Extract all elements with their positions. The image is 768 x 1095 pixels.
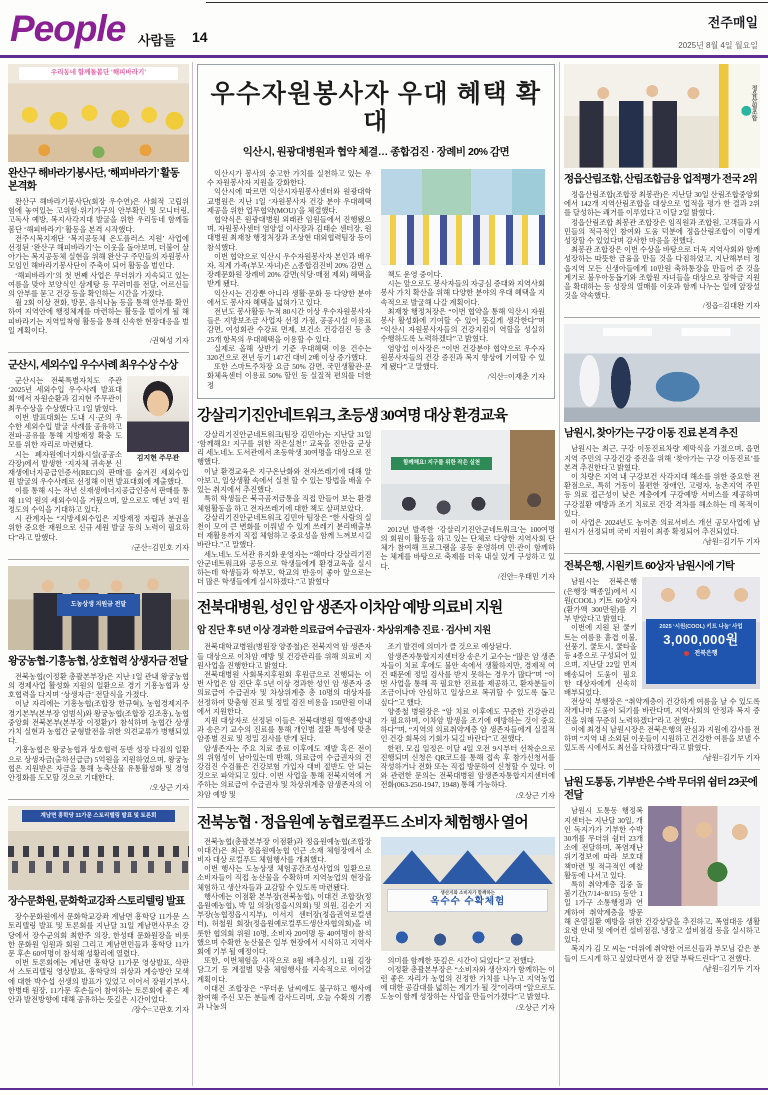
- column-divider: [192, 62, 193, 1086]
- article-byline: /오상근 기자: [149, 783, 189, 793]
- paragraph: 이번 토론회에는 계남면 흥학당 11가문 영상발표, 삭판서 스토리텔링 영상발표, 흥학당의 위상과 계승방안 모색에 대한 박수섭 선생의 발표가 있었고 이어서 장원기부사, 한병태 원장, 11가문 후손들이 참여하는 토론회에 좋은 제안과 발전방향에 대해 공유하는 뜻깊은 시간이었다.: [8, 958, 189, 1004]
- article-byline: /군산=김민호 기자: [131, 542, 189, 552]
- photo-banner-main: 옥수수 수확체험: [430, 896, 506, 908]
- portrait-photo: [127, 376, 189, 463]
- lead-subhead: 익산시, 원광대병원과 협약 체결… 종합검진 · 장례비 20% 감면: [242, 146, 510, 158]
- article-body-left: [197, 837, 372, 1013]
- article-divider: [197, 807, 555, 808]
- paragraph: 특히 취약계층 집중 돌봄기간(7/14~8/15) 동안 1일 1가구 소통행정과 연계하여 취약계층을 방문해 온열질환 예방을 위한 건강상담을 추진하고, 폭염대응 생활요령 안내 및 에어컨 설비점검, 냉장고 설비점검 등을 실시하고 있다.: [564, 879, 760, 945]
- article-photo: [381, 837, 556, 951]
- page-number: 14: [192, 29, 208, 45]
- paragraph: 의미를 함께한 뜻깊은 시간이 되었다”고 전했다.: [387, 955, 536, 965]
- top-rule: [206, 2, 768, 3]
- article-headline: 남원시, 찾아가는 구강 이동 진료 본격 추진: [564, 427, 738, 440]
- paragraph: 이에 최경식 남원시장은 전북은행의 관심과 지원에 감사를 전하며 “지역 내 소외된 이웃들이 시원하고 건강한 여름을 보낼 수 있도록 시에서도 최선을 다하겠다”라고 밝혔다.: [564, 724, 760, 753]
- lead-headline: 우수자원봉사자 우대 혜택 확대: [210, 81, 542, 136]
- article-headline: 전북농협 · 정읍원예 농협로컬푸드 소비자 체험행사 열어: [197, 814, 528, 831]
- page-header: [10, 6, 758, 52]
- article: [8, 806, 189, 1015]
- paragraph: 남원시 도통동 행정복지센터는 지난달 30일, 개인 독지가가 기부한 수박 30개를 무더위 쉼터 23개소에 전달하며, 폭염재난 위기경보에 따라 보호대책마련 및 적극적인 예찰활동에 나서고 있다.: [564, 806, 643, 880]
- paragraph: 장수문화원에서 문화학교강좌 계남면 흥학당 11가문 스토리텔링 발표 및 토론회를 지난달 31일 계남면사무소 강당에서 장수군의회 최한주 의장, 한성태 문화원장을 비롯한 문화원 임원과 회원 그리고 계남면민들과 흥학당 11가문 후손 60여명이 참석해 성황리에 열렸다.: [8, 912, 189, 958]
- fruit-of-love-icon: [684, 651, 689, 656]
- article-body: [564, 190, 760, 300]
- article-byline: /정읍=김대완 기자: [702, 301, 760, 311]
- donation-sign: [646, 619, 757, 684]
- article-body: [8, 197, 189, 335]
- paragraph: 군산시는 전북특별자치도 주관 ‘2025년 세외수입 우수사례 발표대회’에서 자원순환과 김지현 주무관이 최우수상을 수상했다고 1일 밝혔다.: [8, 376, 122, 413]
- section-korean: 사람들: [138, 33, 176, 48]
- article-photo: [648, 806, 760, 906]
- article-headline: 남원 도통동, 기부받은 수박 무더위 쉼터 23곳에 전달: [564, 776, 758, 802]
- article-divider: [564, 769, 760, 770]
- paragraph: 협약식은 원광대병원 외래관 임원들에서 진행됐으며, 자원봉사센터 염양섭 이사장과 김태순 센터장, 원대병원 최재창 행정처장과 조상현 대외협력팀장 등이 참석했다.: [207, 215, 372, 252]
- paragraph: 전주시복지재단 ‘복지공동체 온도플러스 지원’ 사업에 선정된 ‘완산구 해피바라기’는 이웃을 돌아보며, 더불어 살아가는 복지공동체 실현을 위해 완산구 주민들의 자원봉사 모임인 해바라기봉사단이 주축이 되어 활동을 벌인다.: [8, 233, 189, 271]
- article-photo: [8, 806, 189, 890]
- paragraph: 남원시는 최근, 구강 이동진료차량 제막식을 가졌으며, 읍면 지역 주민의 구강건강 증진을 위해 ‘찾아가는 구강 이동진료’를 본격 추진한다고 밝혔다.: [564, 444, 760, 472]
- paragraph: 익산시에 따르면 익산시자원봉사센터와 원광대학교병원은 지난 1일 ‘자원봉사자 건강 분야 우대혜택 제공을 위한 업무협약(MOU)’을 체결했다.: [207, 187, 372, 215]
- section-logo: People: [10, 8, 126, 49]
- article: [8, 566, 189, 793]
- article-body: [8, 912, 189, 1004]
- article-headline: 정읍산림조합, 산림조합금융 업적평가 전국 2위: [564, 173, 758, 185]
- sign-logos: [646, 648, 757, 660]
- paragraph: 염양섭 이사장은 “이번 건강분야 협약으로 우수자원봉사자들의 건강 증진과 복지 향상에 기여할 수 있게 됐다”고 말했다.: [380, 343, 545, 372]
- photo-banner: 함께해요! 지구를 위한 작은 실천: [391, 457, 492, 470]
- paragraph: 남원시는 전북은행(은행장 백종일)에서 시원(COOL) 키트 60상자(환가액 300만원)를 기부 받았다고 밝혔다.: [564, 577, 637, 624]
- paragraph: 전북대병원 사회복지후원회 후원금으로 진행되는 이번 사업은 암 진단 후 5년 이상 경과한 성인 암 생존자 중 의료급여 수급권자 및 차상위계층 총 10명의 대상자를 선정하여 맞춤형 진료 및 정밀 검진 비용을 150만원 이내에서 지원한다.: [197, 669, 372, 716]
- paragraph: 이번 발표대회는 도내 시·군의 우수한 세외수입 발굴 사례를 공유하고 전파·공유를 통해 지방재정 확충 도모를 위한 자리로 마련됐다.: [8, 412, 122, 450]
- paragraph: 정읍산림조합(조합장 최봉관)은 지난달 30일 산림조합중앙회에서 142개 지역산림조합을 대상으로 업적을 평가 한 결과 2위를 달성하는 쾌거를 이루었다고 이달 2일 밝혔다.: [564, 190, 760, 218]
- article-photo: [381, 169, 546, 265]
- article: [564, 560, 760, 763]
- article-headline: 전북대병원, 성인 암 생존자 이차암 예방 의료비 지원: [197, 600, 503, 617]
- photo-banner: 우리동네 함께돌봄단 ‘해피바라기’: [19, 67, 178, 80]
- article-body-right: [381, 525, 556, 571]
- paragraph: 강살리기진안군네트워크 김민아 팀장은 “한 사람의 실천이 모여 큰 변화를 이뤄낼 수 있게 쓰레기 분리배출부터 재활용까지 직접 체험하고 중요성을 함께 느껴보시길 바란다.”고 말했다.: [197, 512, 372, 550]
- paragraph: 익산시는 건강뿐 아니라 생활·문화 등 다양한 분야에서도 봉사자 혜택을 넓혀가고 있다.: [207, 288, 372, 307]
- masthead-title: 전주매일: [707, 15, 758, 30]
- paragraph: 전상익 부행장은 “취약계층이 건강하게 여름을 날 수 있도록 작게나마 도움이 되기를 바란다며, 지역사회의 안정과 복지 증진을 위해 꾸준히 노력하겠다”라고 전했다.: [564, 697, 760, 725]
- paragraph: 실제로 올해 상반기 기준 우대혜택 이용 건수는 320건으로 전년 동기 147건 대비 2배 이상 증가했다.: [207, 343, 372, 363]
- paragraph: 전북농협(이정환 총괄본부장)은 지난 1일 관내 왕궁농협의 경제사업 활성화 지원의 일환으로 경기 기흥농협과 상호협력을 다지며 ‘상생자금’ 전달식을 가졌다.: [8, 671, 189, 700]
- center-column: [197, 64, 555, 1085]
- paragraph: 강살리기진안군네트워크(팀장 김민아)는 지난달 31일 ‘함께해요! 지구를 위한 작은실천!’ 교육을 진안읍 군상리 세노네노 도서관에서 초등학생 30여명을 대상으로 진행했다.: [197, 429, 372, 467]
- sign-title: 2025 ‘시원(COOL) 키트 나눔’ 사업: [659, 623, 743, 630]
- bottom-accent-rule: [0, 1088, 768, 1090]
- tent-icon: [382, 850, 441, 884]
- article-body: [564, 806, 760, 962]
- paragraph: 기흥농협은 왕궁농협과 상호협력 동반 성장 다짐의 일환으로 상생자금(출하선급금) 5억원을 지원하였으며, 왕궁농협은 지원받은 자금을 통해 농축산물 유통활성화 및 경영 안정화를 도모할 것으로 기대한다.: [8, 745, 189, 782]
- article-divider: [564, 553, 760, 554]
- article-body-right: [381, 642, 556, 789]
- right-column: [564, 64, 760, 1085]
- paragraph: 전년도 봉사활동 누적 80시간 이상 우수자원봉사자들은 지방보조금 사업자 선정 가점, 공공시설 이용료 감면, 여성회관 수강료 면제, 보건소 건강검진 등 총 25개 항목의 우대혜택을 이용할 수 있다.: [207, 307, 372, 344]
- paragraph: 최봉관 조합장은 이번 수상을 바탕으로 더욱 지역사회와 함께 성장하는 따뜻한 금융을 만들 것을 다짐하였고, 지난해부터 정읍지역 모든 신생아들에게 10만원 축하통장을 만들어 준 것을 계기로 불우아동돕기와 조합원 자녀들을 대상으로 장학금 지원을 확대하는 등 성장의 열매를 이웃과 함께 나누는 일에 앞장설 것을 약속했다.: [564, 245, 760, 301]
- photo-banner-small: 생산지와 소비자가 함께하는: [440, 890, 496, 896]
- article-body: [564, 577, 760, 752]
- paragraph: 행사에는 이점환 본부장(전북농협), 이대건 조합장(정읍원예농협), 박 일 의장(정읍시의회) 및 의원, 김순기 지부장(농협정읍시지부), 이서지 센터장(정읍권역로컬센터), 허철원 회장(정읍원예로컬푸드생산자협의회)을 비롯한 협의회 위원 10명, 소비자 20여명 등 40여명이 참석했으며 수확한 농산물은 일부 현장에서 시식하고 지역사회에 기부 될 예정이다.: [197, 891, 372, 957]
- header-accent-rule: [0, 55, 768, 58]
- portrait-image: [127, 376, 189, 452]
- tent-icon: [438, 850, 497, 884]
- paragraph: 복지가 김 모 씨는 “더위에 취약한 어르신들과 부모님 같은 분들이 드시게 하고 싶었다면서 잘 전달 부탁드린다”고 전했다.: [564, 944, 760, 963]
- photo-sign: 도농상생 지원금 전달: [57, 594, 140, 616]
- paragraph: 완산구 해바라기봉사단(회장 우수연)은 사회적 고립위험에 놓여있는 고위험·위기가구의 안부확인 및 모니터링, 고독사 예방, 복지사각지대 발굴을 위한 우리동네 함께돌봄단 ‘해피바라기’ 활동을 본격 시작했다.: [8, 197, 189, 234]
- article-byline: /권혁성 기자: [149, 336, 189, 346]
- lead-article: [197, 64, 555, 399]
- paragraph: 조기 발견에 의미가 클 것으로 예상된다.: [387, 642, 512, 652]
- article-divider: [197, 592, 555, 593]
- article-divider: [8, 559, 189, 560]
- paragraph: 양종철 병원장은 “암 치료 이후에도 꾸준한 건강관리가 필요하며, 이차암 발생을 조기에 예방하는 것이 중요하다”며, “지역의 의료취약계층 암 생존자들에게 실질적인 건강 회복의 기회가 되길 바란다”고 전했다.: [380, 706, 555, 744]
- column-divider: [559, 62, 560, 1086]
- masthead-date: 2025년 8월 4일 월요일: [678, 41, 758, 50]
- article-body: [564, 444, 760, 536]
- paragraph: 세노네노 도서관 유지화 운영자는 “해마다 강살리기진안군네트워크와 공동으로 학생들에게 환경교육을 실시하는데 학생들과 학부모, 학교의 반응이 좋아 앞으로는 더 많은 학생들에게 실시하겠다.”고 밝혔다: [197, 549, 372, 587]
- article-body: [8, 376, 189, 542]
- article-headline: 왕궁농협-기흥농협, 상호협력 상생자금 전달: [8, 654, 188, 667]
- photo-banner: 계남면 흥학당 11가문 스토리텔링 발표 및 토론회: [22, 810, 174, 822]
- paragraph: 전북대학교병원(병원장 양종철)은 전북지역 암 생존자들 대상으로 이차암 예방 및 건강관리를 위해 의료비 지원사업을 진행한다고 밝혔다.: [197, 642, 372, 670]
- article-divider: [8, 799, 189, 800]
- article-photo: [564, 64, 760, 168]
- article-byline: /남원=김기두 기자: [702, 753, 760, 763]
- article: [564, 64, 760, 311]
- flag-text: 정읍산림조합: [750, 84, 756, 121]
- paragraph: 특히 학생들은 북극곰저금통을 직접 만들어 보는 환경체험활동을 하고 전자쓰레기에 대한 책도 살펴보았다.: [197, 494, 372, 513]
- paragraph: 이 차량은 지역 내 구강보건 사각지대 해소를 위한 중요한 전환점으로, 특히 거동이 불편한 장애인, 고령자, 농촌지역 주민 등 의료 접근성이 낮은 계층에게 구강예방 서비스를 제공하며 구강질환 예방과 조기 치료로 건강 격차를 해소하는 데 목적이 있다.: [564, 472, 760, 518]
- tent-icon: [494, 850, 553, 884]
- masthead: [678, 12, 758, 51]
- article: [197, 599, 555, 800]
- article-photo: [8, 566, 189, 650]
- article-body-left: [207, 169, 372, 390]
- paragraph: 지원 대상자로 선정된 이들은 전북대병원 혈액종양내과 송은기 교수의 진료를 통해 개인별 질환 특성에 맞춘 암종별 진료 및 정밀 검사를 받게 된다.: [197, 715, 372, 744]
- paragraph: 이날 자리에는 기흥농협(조합장 한규혁), 농협경제지주 경기본부(본부장 엄범식)와 왕궁농협(조합장 김조흥), 농협중앙회 전북본부(본부장 이정환)가 참석하며 농협간 상생가치 실현과 농협간 균형발전을 위한 의견교류가 병행되었다.: [8, 699, 189, 746]
- left-column: [8, 64, 189, 1085]
- paragraph: 이번 행사는 도농상생 체험공간조성사업의 일환으로 소비자들이 직접 농산물을 수확하며 지역농업의 현장을 체험하고 생산자들과 교감할 수 있도록 마련됐다.: [197, 864, 372, 892]
- paragraph: 이번 협약으로 익산시 우수자원봉사자 본인과 배우자, 직계 가족(부모·자녀)은 △종합검진비 20% 감면 △장례문화원 장례비 20% 감면(식당·매점 제외) 혜택을 받게 됐다.: [207, 251, 372, 289]
- article-body: [8, 672, 189, 782]
- photo-banner: [387, 889, 548, 912]
- paragraph: 이를 통해 시는 작년 신재생에너지공급인증서 판매를 통해 11억 원의 세외수익을 거뒀으며, 앞으로도 매년 3억 원 정도의 수익을 기대하고 있다.: [8, 486, 189, 514]
- article-photo: [642, 577, 760, 689]
- article-body-right: [381, 270, 546, 371]
- paragraph: 이정환 총괄본부장은 “소비자와 생산자가 함께하는 이런 좋은 자리가 농업의 진정한 가치를 나누고 지역농업에 대한 공감대를 넓히는 계기가 될 것”이라며 “앞으로도 도농이 함께 성장하는 사업을 만들어가겠다”고 밝혔다.: [380, 964, 555, 1002]
- paragraph: 한편, 모집 일정은 이달 4일 오전 9시부터 선착순으로 진행되며 신청은 QR코드를 통해 접속 후 참가신청서를 작성하거나 전화 또는 직접 방문하여 신청할 수 있다. 이와 관련한 문의는 전북대병원 암생존자통합지지센터에 전화(063-250-1947, 1948) 통해 가능하다.: [380, 743, 555, 790]
- article-subhead: 암 진단 후 5년 이상 경과한 의료급여 수급권자 · 차상위계층 진료 · 검사비 지원: [197, 625, 491, 637]
- article: [8, 359, 189, 553]
- sign-amount: 3,000,000원: [663, 631, 739, 647]
- article-headline: 강살리기진안네트워크, 초등생 30여명 대상 환경교육: [197, 407, 508, 424]
- article-byline: /남원=김기두 기자: [702, 537, 760, 547]
- article: [197, 407, 555, 586]
- paragraph: 익산시가 봉사의 숭고한 가치를 실천하고 있는 우수 자원봉사자 지원을 강화한다.: [207, 169, 372, 188]
- article: [564, 324, 760, 547]
- article-body-left: [197, 430, 372, 586]
- paragraph: 이대건 조합장은 “무더운 날씨에도 불구하고 행사에 참여해 주신 모든 분들께 감사드리며, 오늘 수확의 기쁨과 나눔의: [197, 983, 372, 1012]
- article-photo: [381, 430, 556, 520]
- paragraph: 최재창 행정처장은 “이번 협약을 통해 익산시 자원봉사 활성화에 기여할 수 있어 뜻깊게 생각한다”며 “익산시 자원봉사자들의 건강지킴이 역할을 성실히 수행하도록 노력하겠다”고 밝혔다.: [380, 306, 545, 344]
- article-byline: /익산=이재춘 기자: [487, 372, 545, 382]
- paragraph: 또한, 이번체험을 시작으로 8월 배추심기, 11월 김장 담그기 등 계절별 맞춤 체험행사를 지속적으로 이어갈 계획이다.: [197, 956, 372, 984]
- article: [8, 64, 189, 346]
- paragraph: 암생존자는 주요 치료 종료 이후에도 재발 혹은 전이의 위험성이 남아있는데 반해, 의료급여 수급권자의 건강검진 수검률은 건강보험 가입자 대비 절반도 안 되는 것으로 파악되고 있다. 이번 사업을 통해 전북지역에 거주하는 의료급여 수급권자 및 차상위계층 암생존자의 이차암 예방 및: [197, 743, 372, 799]
- paragraph: 시 관계자는 “지방세외수입은 지방재정 자립과 분권을 위한 중요한 재원으로 신규 세원 발굴 등의 노력이 필요하다”라고 말했다.: [8, 514, 189, 542]
- paragraph: 이번에 지원 된 쿨키트는 여름용 홑겹 이불, 선풍기, 쿨토시, 쿨타올 등 4종으로 구성되어 있으며, 지난달 22일 먼저 배송되어 도움이 필요한 대상자에게 신속히 배부되었다.: [564, 623, 637, 697]
- article-photo: [564, 324, 760, 422]
- paragraph: 또한 스마트주차장 요금 50% 감면, 국민생활관·문화체육센터 이용료 50% 할인 등 실질적 편의를 더한 정: [207, 362, 372, 390]
- paragraph: 월 2회 이상 전화, 방문, 음식나눔 등을 통해 안부를 확인하여 지역안에 행정체계를 마련하는 활동을 벌이게 될 해피바라기는 지역밀착형 활동을 통해 신속한 현장대응을 벌일 계획이다.: [8, 298, 189, 335]
- paragraph: 2012년 발족한 ‘강살리기진안군네트워크’는 100여명의 회원이 활동을 하고 있는 단체로 다양한 지역사회 단체가 참여해 프로그램을 공동 운영하며 민·관이 함께하는 체계를 바탕으로 축제를 더욱 내실 있게 구성하고 있다.: [380, 524, 555, 571]
- article-byline: /오상근 기자: [515, 790, 555, 800]
- article-byline: /장수=고판호 기자: [131, 1005, 189, 1015]
- article-headline: 장수문화원, 문화학교강좌 스토리텔링 발표: [8, 895, 185, 908]
- paragraph: 정읍산림조합 최봉관 조합장은 임직원과 조합원, 고객들과 시민들의 적극적인 참여와 도움 덕분에 정읍산림조합이 이렇게 성장할 수 있었다며 감사한 마음을 전했다.: [564, 217, 760, 246]
- paragraph: 시는 폐자원에너지화시설(공공소각장)에서 발생한 ‘지자체 귀속분 신재생에너지공급인증서(REC)의 판매’를 숨겨진 세외수입원 발굴의 우수사례로 선정해 이번 발표대회에 제출했다.: [8, 449, 189, 487]
- article-body-left: [197, 642, 372, 800]
- paragraph: 전북농협(총괄본부장 이점환)과 정읍원예농협(조합장 이대건)은 최근 정읍원예농협 인근 소재 체험장에서 소비자 대상 로컬푸드 체험행사를 개최했다.: [197, 836, 372, 864]
- article-divider: [8, 352, 189, 353]
- photo-caption: 김지현 주무관: [136, 455, 180, 463]
- paragraph: ‘해피바라기’의 첫 번째 사업은 무더위가 지속되고 있는 여름을 맞아 보양식인 삼계탕 등 꾸러미를 전달, 어르신들의 안부를 묻고 건강 등을 확인하는 시간을 가졌다.: [8, 270, 189, 299]
- article-byline: /진안=우태민 기자: [497, 571, 555, 581]
- paragraph: 책도 운영 중이다.: [387, 270, 443, 279]
- paragraph: 시는 앞으로도 봉사자들의 자긍심 증대와 지역사회 봉사 가치 확산을 위해 다양한 분야의 우대 혜택을 지속적으로 발굴해 나갈 계획이다.: [380, 279, 545, 307]
- article-headline: 완산구 해바라기봉사단, ‘해피바라기’ 활동 본격화: [8, 167, 179, 192]
- article: [197, 814, 555, 1013]
- article-photo: [8, 64, 189, 162]
- paragraph: 암생존자통합지지센터장 송은기 교수는 “많은 암 생존자들이 치료 후에도 불안 속에서 생활하지만, 경제적 여건 때문에 정밀 검사를 받지 못하는 경우가 많다”며 “이번 사업을 통해 꼭 필요한 진료를 제공하고, 환자분들이 조금이나마 안심하고 일상으로 복귀할 수 있도록 돕고 싶다”고 했다.: [380, 651, 555, 707]
- article-byline: /오상근 기자: [515, 1002, 555, 1012]
- article-divider: [564, 317, 760, 318]
- article-byline: /남원=김기두 기자: [702, 963, 760, 973]
- paragraph: 이 사업은 2024년도 농어촌 의료서비스 개선 공모사업에 남원시가 선정되며 국비 지원이 최종 확정되어 추진되었다.: [564, 518, 760, 537]
- article-body-right: [381, 956, 556, 1002]
- bank-logo-text: 전북은행: [694, 650, 718, 657]
- article: [564, 776, 760, 973]
- paragraph: 이날 환경교육은 지구온난화와 전자쓰레기에 대해 알아보고, 일상생활 속에서 실천 할 수 있는 방법을 배울 수 있는 취지에서 추진했다.: [197, 466, 372, 495]
- article-headline: 전북은행, 시원키트 60상자 남원시에 기탁: [564, 560, 735, 573]
- article-headline: 군산시, 세외수입 우수사례 최우수상 수상: [8, 359, 178, 372]
